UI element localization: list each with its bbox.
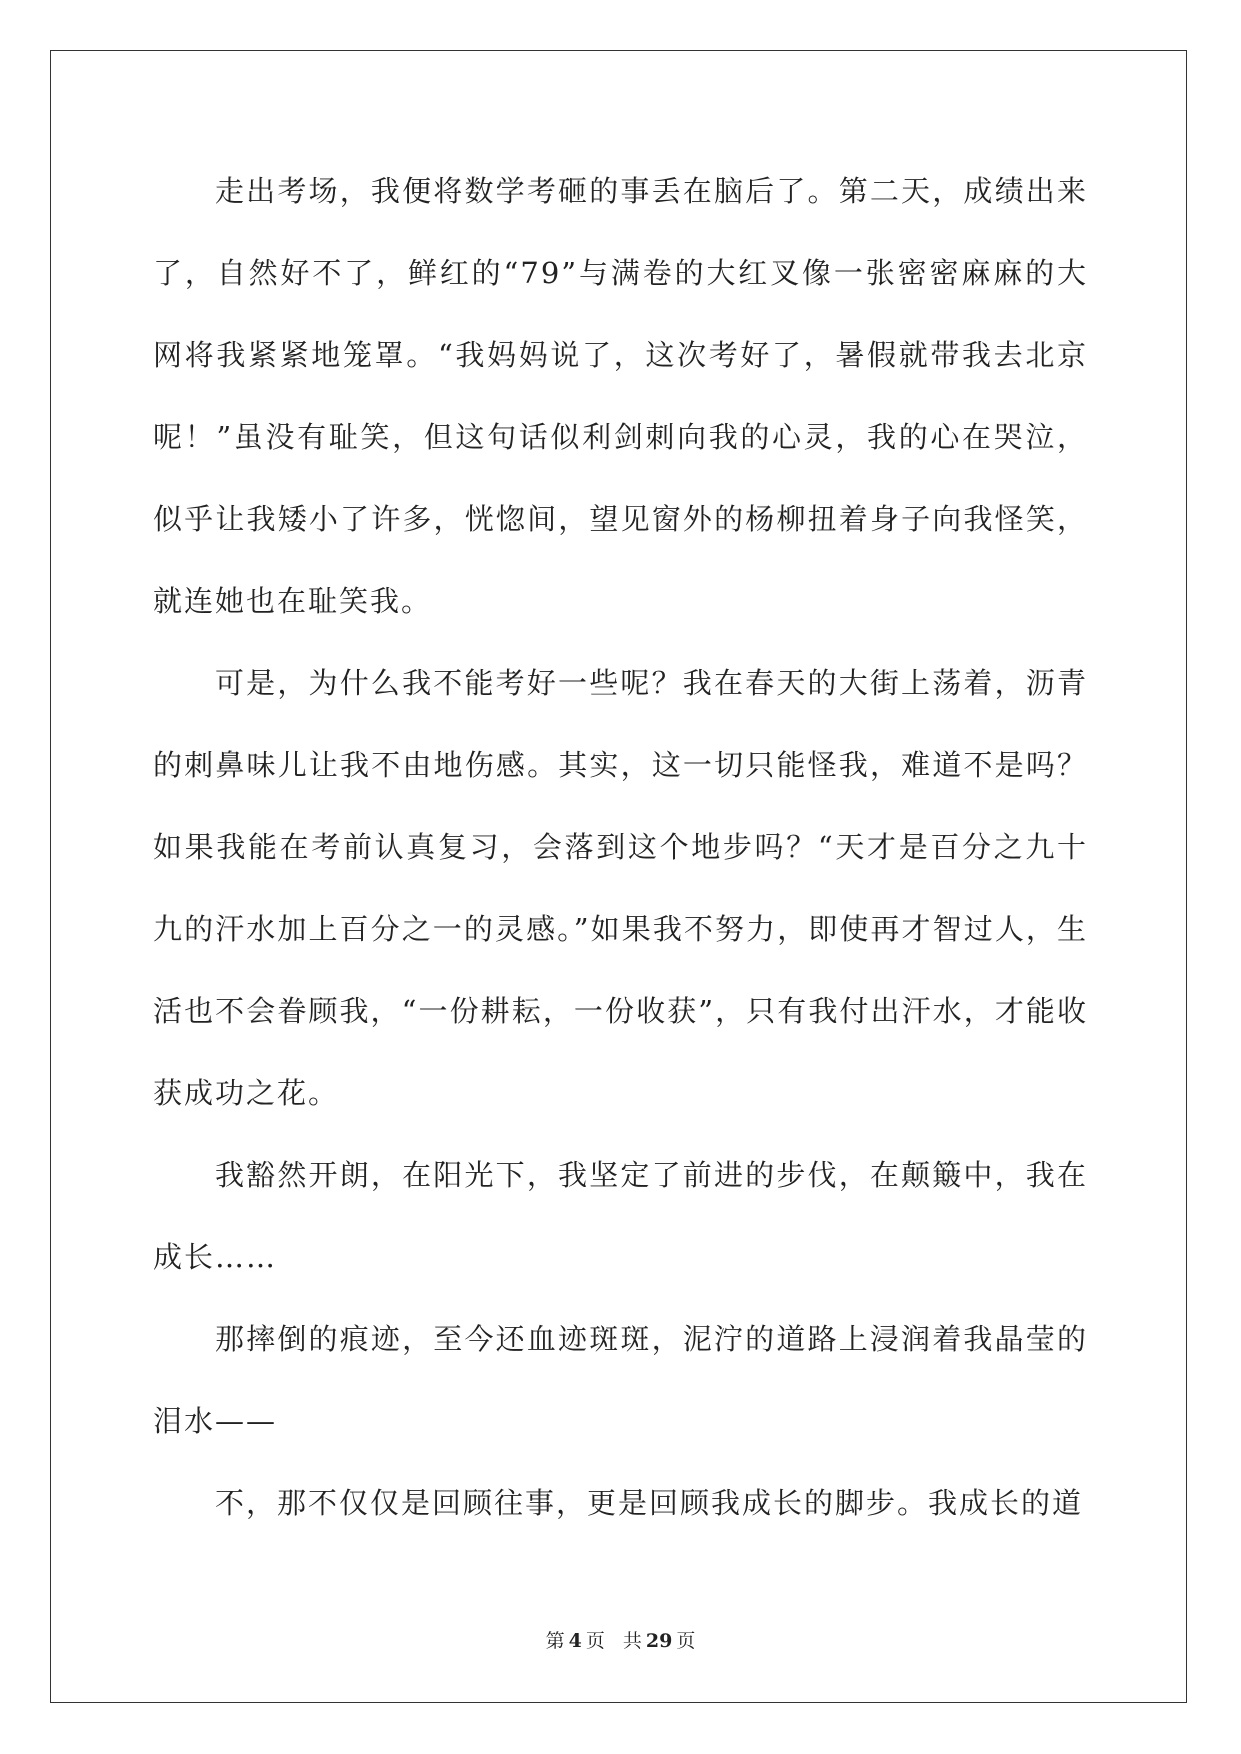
paragraph-4: 那摔倒的痕迹，至今还血迹斑斑，泥泞的道路上浸润着我晶莹的泪水—— (153, 1322, 1088, 1438)
page-suffix: 页 (585, 1630, 605, 1652)
paragraph-2: 可是，为什么我不能考好一些呢？我在春天的大街上荡着，沥青的刺鼻味儿让我不由地伤感。其实，这一切只能怪我，难道不是吗？如果我能在考前认真复习，会落到这个地步吗？“天才是百分之九十九的汗水加上百分之一的灵感。”如果我不努力，即使再才智过人，生活也不会眷顾我，“一份耕耘，一份收获”，只有我付出汗水，才能收获成功之花。 (153, 666, 1088, 1110)
paragraph-5: 不，那不仅仅是回顾往事，更是回顾我成长的脚步。我成长的道 (215, 1486, 1084, 1520)
page-prefix: 第 (545, 1630, 565, 1652)
document-body (153, 150, 1088, 1544)
paragraph-3: 我豁然开朗，在阳光下，我坚定了前进的步伐，在颠簸中，我在成长…… (153, 1158, 1088, 1274)
page-footer (0, 1626, 1241, 1653)
page-number: 4 (568, 1630, 582, 1652)
paragraph-1: 走出考场，我便将数学考砸的事丢在脑后了。第二天，成绩出来了，自然好不了，鲜红的“79”与满卷的大红叉像一张密密麻麻的大网将我紧紧地笼罩。“我妈妈说了，这次考好了，暑假就带我去北京呢！”虽没有耻笑，但这句话似利剑刺向我的心灵，我的心在哭泣，似乎让我矮小了许多，恍惚间，望见窗外的杨柳扭着身子向我怪笑，就连她也在耻笑我。 (153, 174, 1088, 618)
total-prefix: 共 (622, 1630, 642, 1652)
total-suffix: 页 (676, 1630, 696, 1652)
total-pages: 29 (645, 1630, 673, 1652)
